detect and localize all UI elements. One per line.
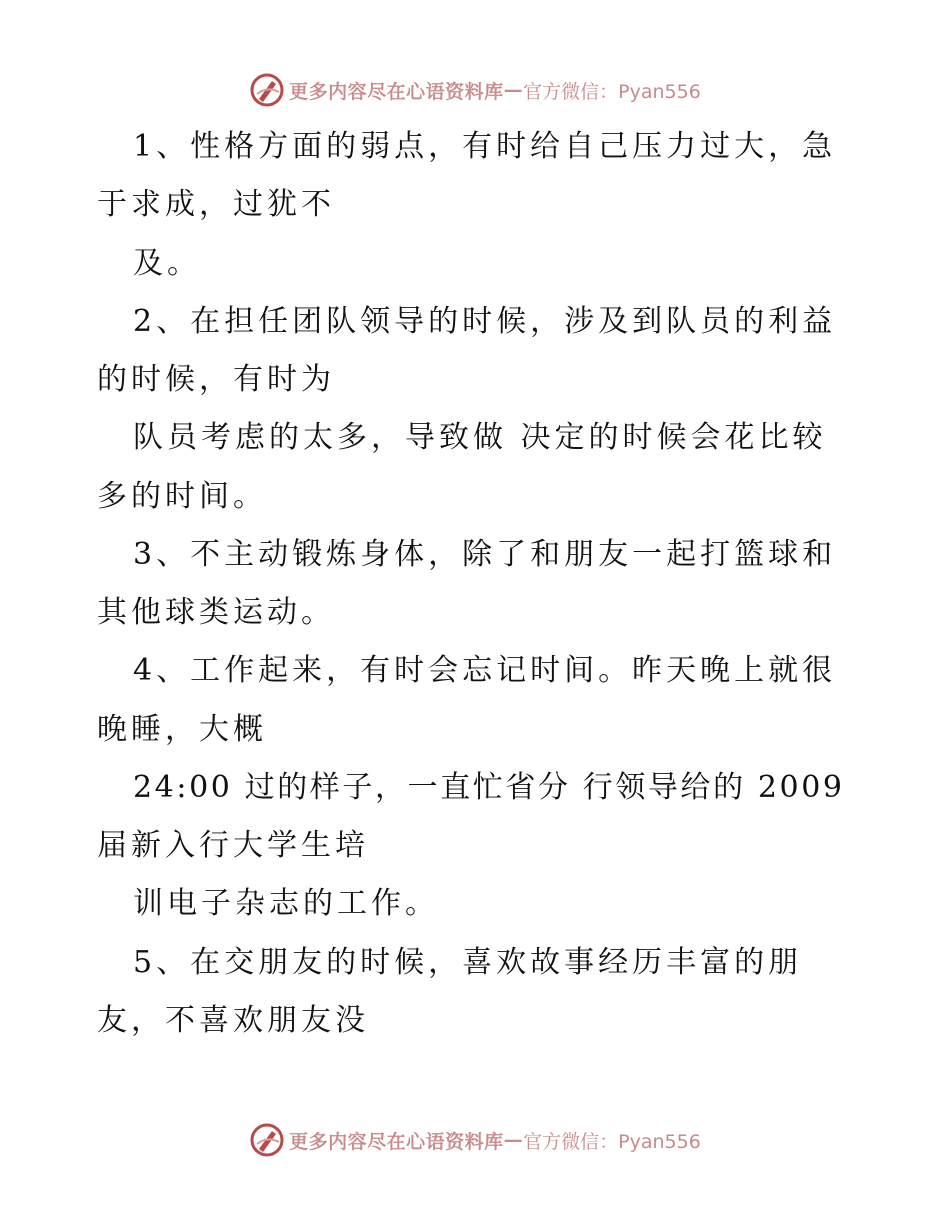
banner-site-text: 更多内容尽在心语资料库 (289, 80, 504, 103)
body-line: 届新入行大学生培 (97, 828, 369, 863)
body-line: 3、不主动锻炼身体，除了和朋友一起打篮球和 (133, 537, 837, 572)
body-line: 队员考虑的太多，导致做 决定的时候会花比较 (133, 420, 827, 455)
body-line: 5、在交朋友的时候，喜欢故事经历丰富的朋 (133, 945, 803, 980)
banner-site-text: 更多内容尽在心语资料库 (289, 1130, 504, 1153)
banner-dash: — (503, 79, 524, 101)
banner-wechat-text: 官方微信：Pyan556 (523, 80, 701, 103)
body-line: 及。 (133, 246, 201, 281)
banner-dash: — (503, 1129, 524, 1151)
pen-logo-icon (249, 72, 285, 108)
body-line: 于求成，过犹不 (97, 187, 335, 222)
banner-wechat-text: 官方微信：Pyan556 (523, 1130, 701, 1153)
body-line: 多的时间。 (97, 479, 267, 514)
body-line: 其他球类运动。 (97, 595, 335, 630)
footer-banner (0, 1120, 950, 1160)
body-line: 24:00 过的样子，一直忙省分 行领导给的 2009 (133, 770, 845, 805)
body-line: 友，不喜欢朋友没 (97, 1003, 369, 1038)
body-line: 晚睡，大概 (97, 712, 267, 747)
body-line: 1、性格方面的弱点，有时给自己压力过大，急 (133, 129, 837, 164)
body-line: 的时候，有时为 (97, 362, 335, 397)
body-line: 4、工作起来，有时会忘记时间。昨天晚上就很 (133, 653, 837, 688)
pen-logo-icon (249, 1122, 285, 1158)
body-line: 训电子杂志的工作。 (133, 886, 439, 921)
header-banner (0, 70, 950, 110)
body-line: 2、在担任团队领导的时候，涉及到队员的利益 (133, 304, 837, 339)
